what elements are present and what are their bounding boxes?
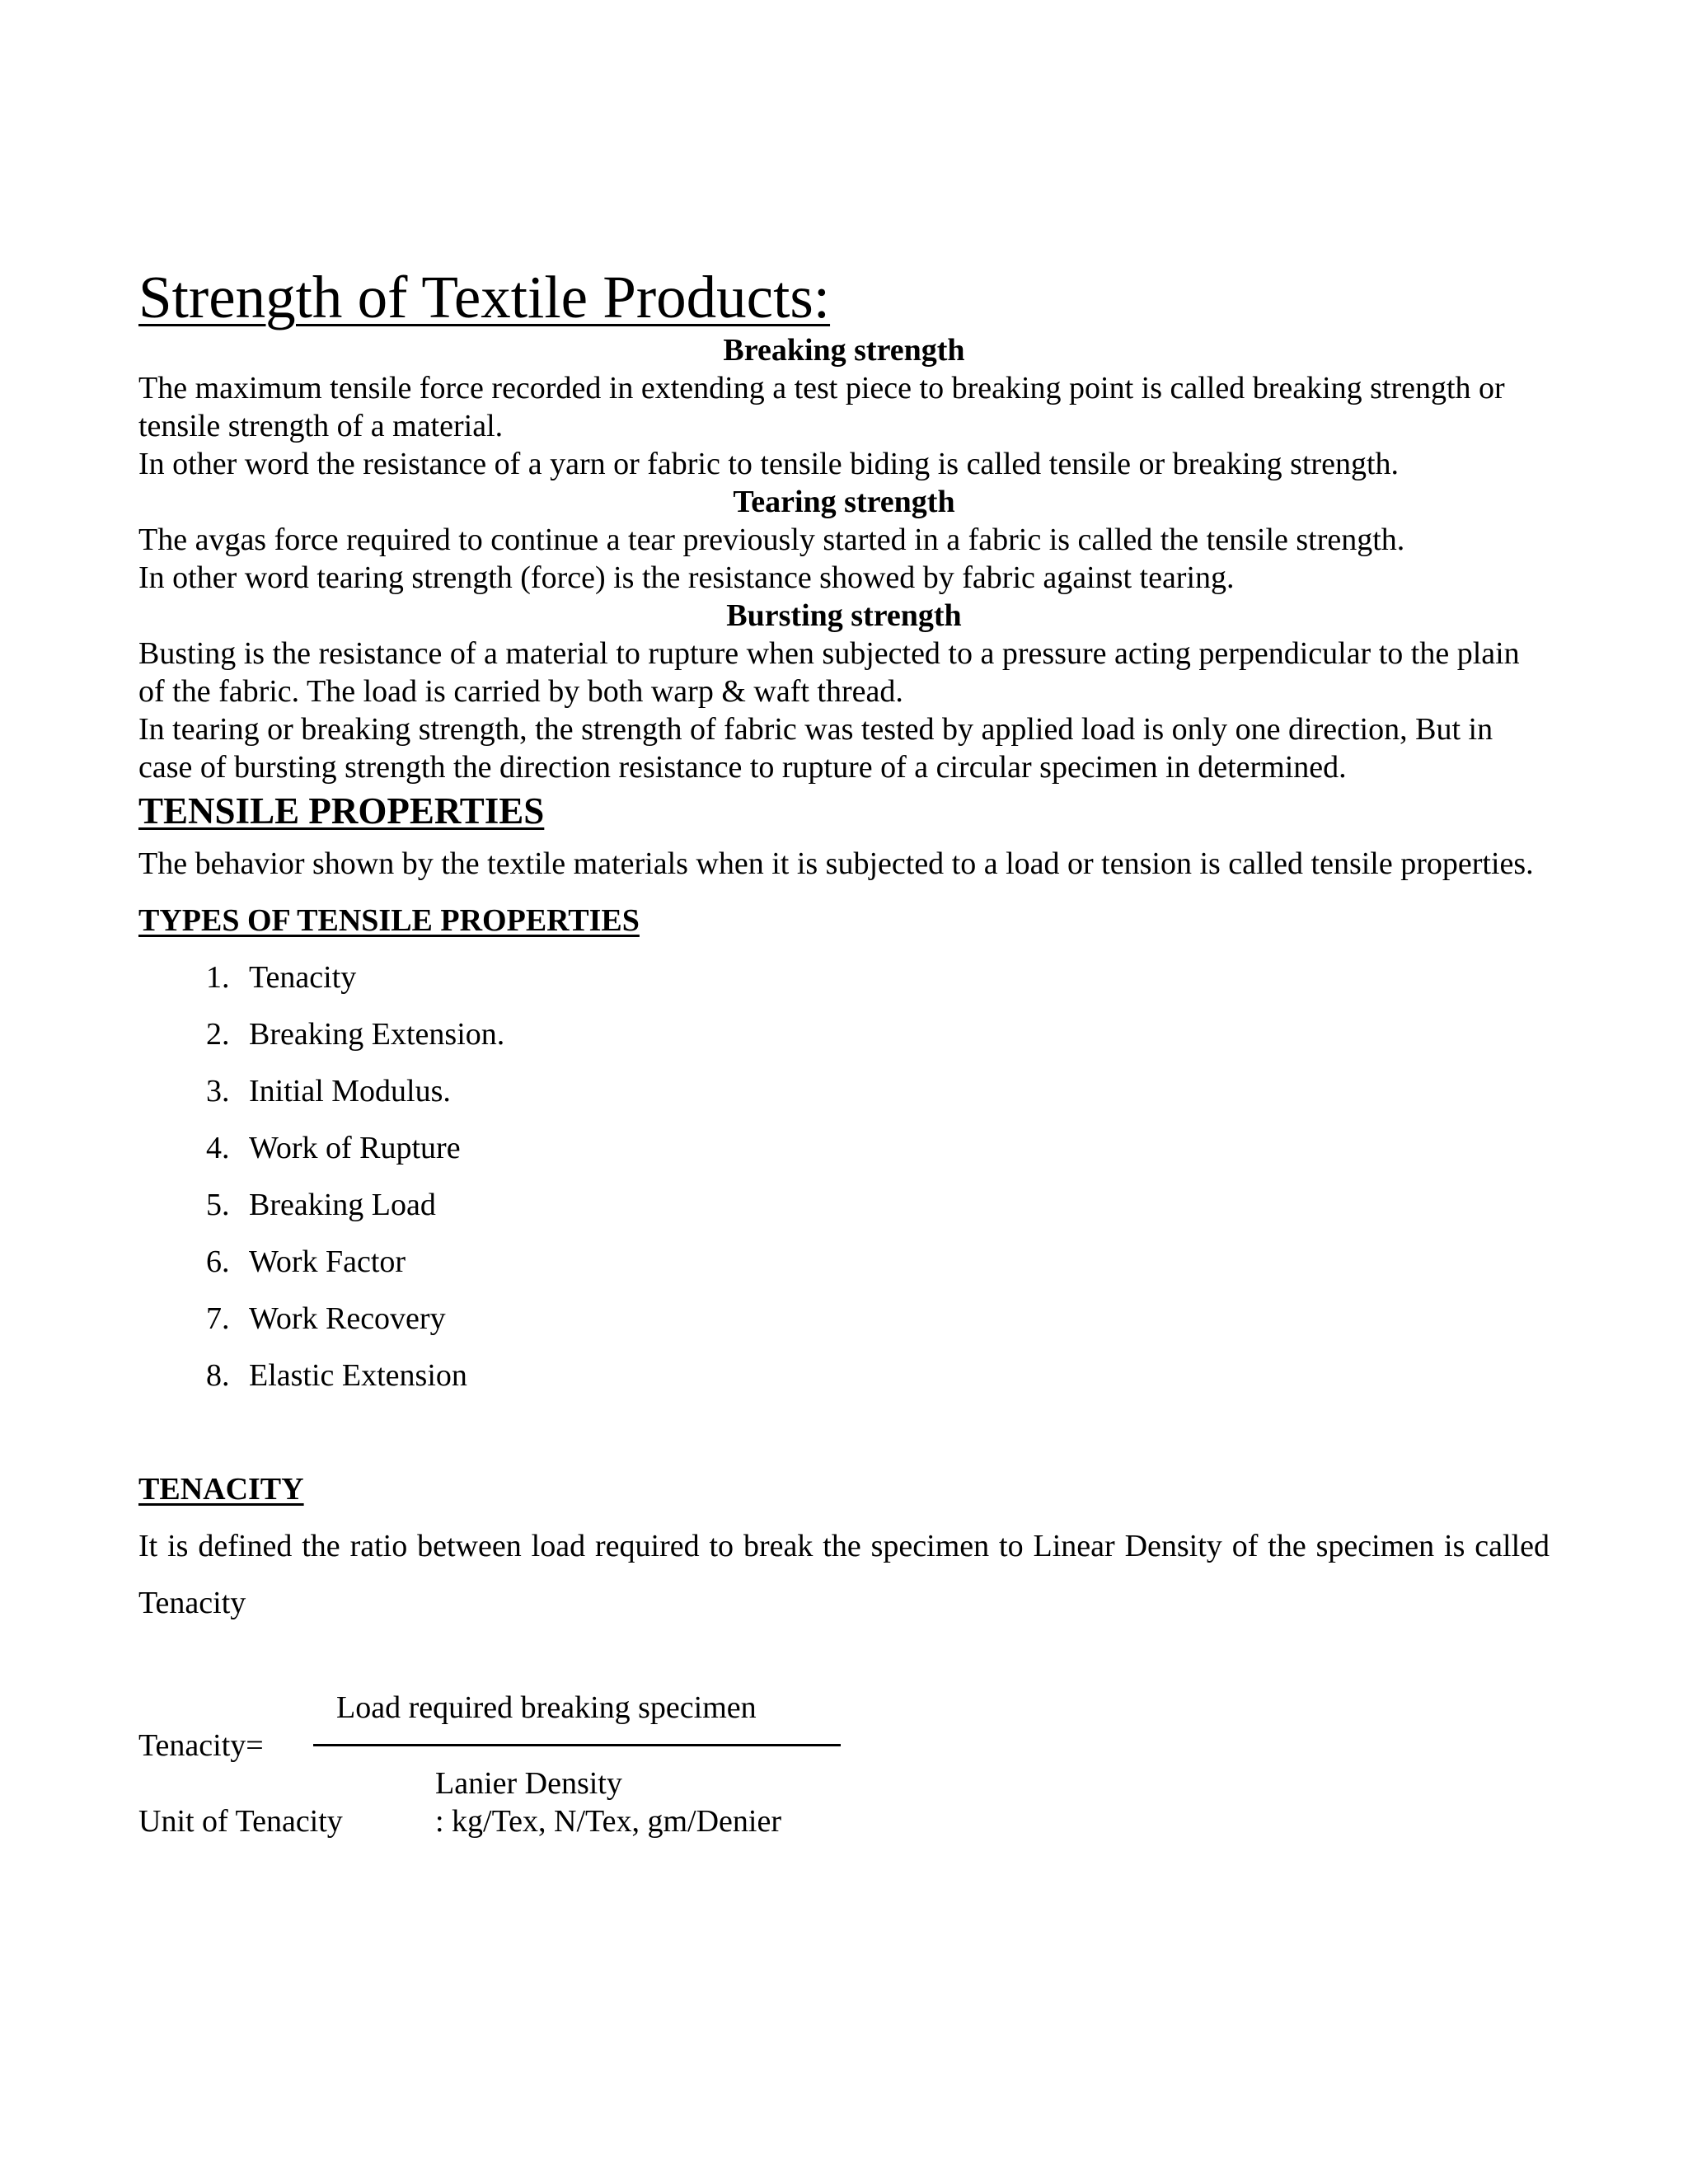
page-title: Strength of Textile Products: (138, 264, 831, 330)
unit-value: : kg/Tex, N/Tex, gm/Denier (435, 1804, 781, 1839)
fraction-bar (313, 1744, 841, 1746)
formula-gap (138, 1632, 1550, 1689)
list-item: 5. Breaking Load (237, 1177, 1550, 1234)
breaking-strength-other-word: In other word the resistance of a yarn or fabric to tensile biding is called tensile or breaking strength. (138, 447, 1399, 481)
document-page (138, 264, 1550, 1878)
types-heading: TYPES OF TENSILE PROPERTIES (138, 903, 640, 938)
tearing-strength-definition: The avgas force required to continue a tear previously started in a fabric is called the tensile strength. (138, 523, 1405, 557)
formula-denominator: Lanier Density (435, 1766, 622, 1801)
tearing-strength-heading: Tearing strength (733, 485, 955, 519)
types-list (138, 949, 1550, 1404)
tenacity-definition: It is defined the ratio between load required to break the specimen to Linear Density of the specimen is called Tenacity (138, 1529, 1550, 1620)
list-item: 8. Elastic Extension (237, 1347, 1550, 1404)
tearing-strength-other-word: In other word tearing strength (force) is the resistance showed by fabric against tearing. (138, 560, 1235, 595)
list-item: 2. Breaking Extension. (237, 1006, 1550, 1063)
breaking-strength-heading: Breaking strength (723, 333, 965, 368)
tensile-properties-definition: The behavior shown by the textile materials when it is subjected to a load or tension is called tensile properties. (138, 846, 1534, 881)
bursting-strength-heading: Bursting strength (726, 598, 962, 633)
list-item: 1. Tenacity (237, 949, 1550, 1006)
list-item: 3. Initial Modulus. (237, 1063, 1550, 1120)
tenacity-heading: TENACITY (138, 1472, 304, 1507)
list-item: 7. Work Recovery (237, 1291, 1550, 1347)
formula-lhs: Tenacity= (138, 1728, 264, 1763)
section-gap (138, 1404, 1550, 1461)
unit-label: Unit of Tenacity (138, 1804, 343, 1839)
tensile-properties-heading: TENSILE PROPERTIES (138, 790, 545, 832)
list-item: 4. Work of Rupture (237, 1120, 1550, 1177)
bursting-strength-definition: Busting is the resistance of a material to rupture when subjected to a pressure acting perpendicular to the plain of the fabric. The load is carried by both warp & waft thread. (138, 636, 1520, 709)
breaking-strength-definition: The maximum tensile force recorded in extending a test piece to breaking point is called breaking strength or tensile strength of a material. (138, 371, 1505, 443)
bursting-strength-comparison: In tearing or breaking strength, the strength of fabric was tested by applied load is only one direction, But in case of bursting strength the direction resistance to rupture of a circular specimen in determined. (138, 712, 1493, 785)
tenacity-formula (138, 1689, 1550, 1878)
list-item: 6. Work Factor (237, 1234, 1550, 1291)
formula-numerator: Load required breaking specimen (336, 1690, 757, 1725)
